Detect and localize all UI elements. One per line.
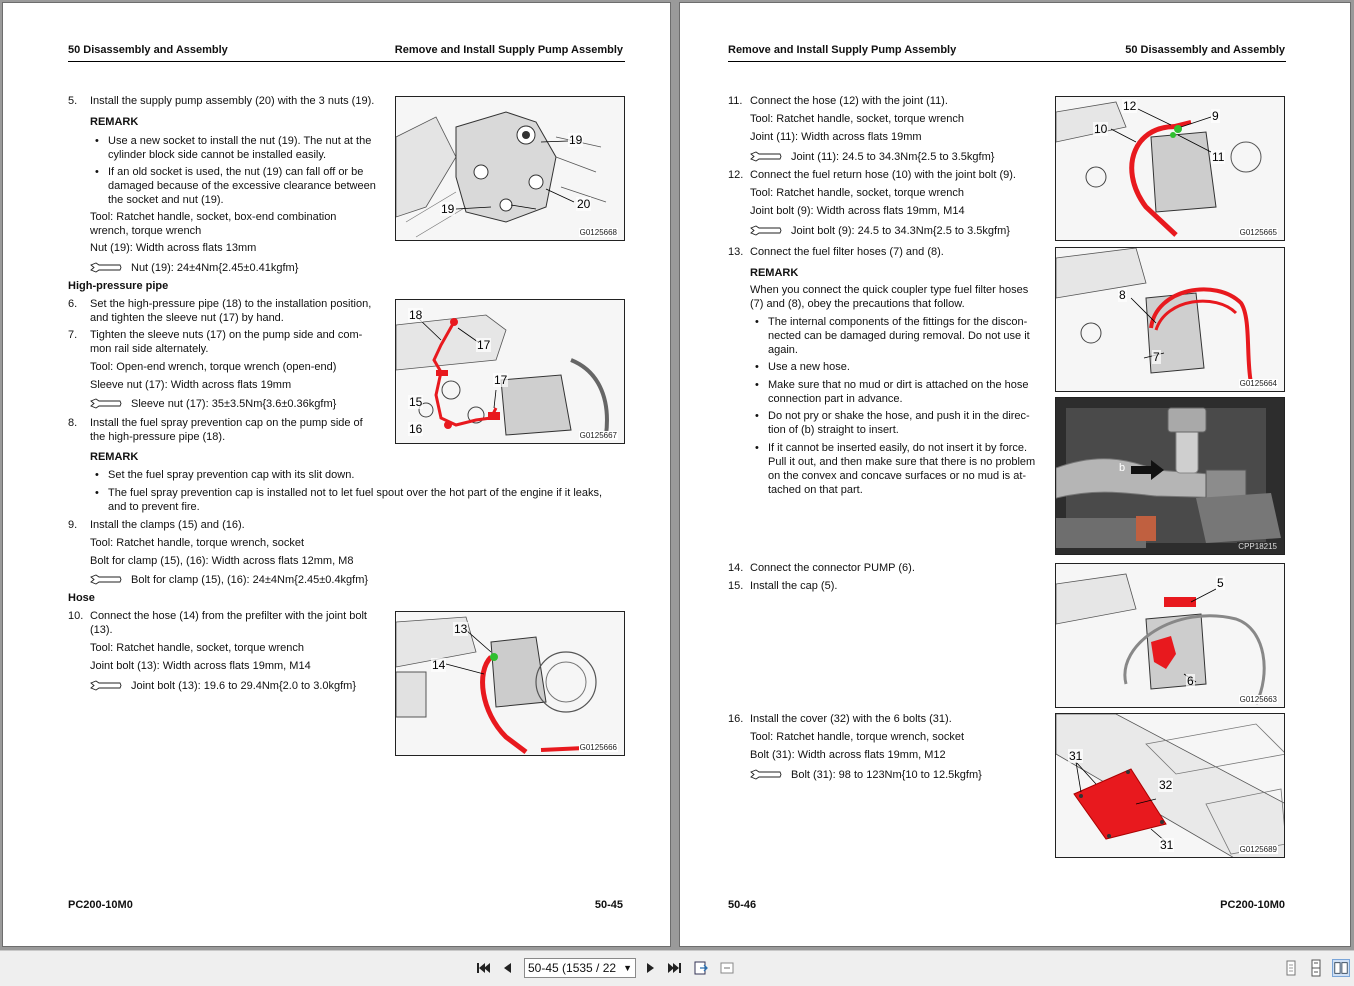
subsection-title: High-pressure pipe: [68, 280, 169, 292]
callout-label: 19: [441, 202, 455, 216]
spec-text: Joint bolt (9): Width across flats 19mm, M14: [750, 205, 965, 217]
high-pressure-pipe-drawing: [396, 300, 625, 444]
step-number: 8.: [68, 417, 78, 429]
step-text: Install the supply pump assembly (20) with the 3 nuts (19).: [90, 95, 375, 107]
step-text: Connect the fuel return hose (10) with the joint bolt (9).: [750, 169, 1016, 181]
step-text: Tighten the sleeve nuts (17) on the pump side and com-: [90, 329, 363, 341]
remark-text: The internal components of the fittings for the discon-: [768, 316, 1028, 328]
left-page: [2, 2, 671, 947]
dropdown-caret-icon: ▼: [623, 963, 632, 973]
figure-id: G0125667: [579, 431, 617, 440]
step-text: mon rail side alternately.: [90, 343, 209, 355]
figure-id: G0125663: [1239, 695, 1277, 704]
figure-id: G0125665: [1239, 228, 1277, 237]
step-number: 14.: [728, 562, 744, 574]
figure-id: G0125689: [1239, 845, 1277, 854]
footer-model: PC200-10M0: [1220, 899, 1285, 911]
remark-text: When you connect the quick coupler type fuel filter hoses: [750, 284, 1029, 296]
figure-high-pressure-pipe: [395, 299, 625, 444]
fit-width-icon[interactable]: [718, 959, 736, 977]
page-number-input[interactable]: [524, 958, 636, 978]
tool-text: Tool: Ratchet handle, torque wrench, socket: [750, 731, 965, 743]
bullet: •: [755, 361, 759, 373]
callout-label: 17: [494, 373, 508, 387]
bullet: •: [95, 166, 99, 178]
torque-wrench-icon: [750, 769, 782, 780]
spec-text: Joint (11): Width across flats 19mm: [750, 131, 922, 143]
bullet: •: [95, 135, 99, 147]
bullet: •: [755, 442, 759, 454]
step-text: Install the cover (32) with the 6 bolts (31).: [750, 713, 952, 725]
tool-text: wrench, torque wrench: [90, 225, 202, 237]
fit-page-icon[interactable]: [692, 959, 710, 977]
torque-spec: Joint (11): 24.5 to 34.3Nm{2.5 to 3.5kgfm}: [791, 151, 995, 163]
step-number: 6.: [68, 298, 78, 310]
callout-label: 31: [1069, 749, 1083, 763]
remark-label: REMARK: [750, 267, 799, 279]
spec-text: Bolt (31): Width across flats 19mm, M12: [750, 749, 946, 761]
viewer-toolbar: [0, 950, 1354, 986]
fuel-return-hose-drawing: [1056, 97, 1285, 241]
step-number: 15.: [728, 580, 744, 592]
callout-label: 8: [1119, 288, 1126, 302]
figure-id: G0125666: [579, 743, 617, 752]
callout-label: 32: [1159, 778, 1173, 792]
spec-text: Sleeve nut (17): Width across flats 19mm: [90, 379, 292, 391]
prefilter-hose-drawing: [396, 612, 625, 756]
callout-label: 17: [477, 338, 491, 352]
two-page-view-icon[interactable]: [1332, 959, 1350, 977]
tool-text: Tool: Ratchet handle, torque wrench, socket: [90, 537, 305, 549]
header-rule: [728, 61, 1286, 62]
remark-text: tached on that part.: [768, 484, 863, 496]
quick-coupler-photo: [1056, 398, 1285, 555]
spec-text: Joint bolt (13): Width across flats 19mm, M14: [90, 660, 311, 672]
remark-text: on the convex and concave surfaces or no mud is at-: [768, 470, 1027, 482]
tool-text: Tool: Ratchet handle, socket, box-end combination: [90, 211, 337, 223]
footer-page-number: 50-46: [728, 899, 757, 911]
tool-text: Tool: Ratchet handle, socket, torque wrench: [750, 113, 965, 125]
page-header-chapter: 50 Disassembly and Assembly: [68, 44, 228, 56]
step-number: 9.: [68, 519, 78, 531]
torque-wrench-icon: [90, 398, 122, 409]
callout-label: 13: [454, 622, 468, 636]
page-number-value: 50-45 (1535 / 22: [528, 961, 617, 975]
callout-label: 6: [1187, 674, 1194, 688]
remark-label: REMARK: [90, 116, 139, 128]
step-text: (13).: [90, 624, 113, 636]
tool-text: Tool: Ratchet handle, socket, torque wrench: [750, 187, 965, 199]
step-number: 10.: [68, 610, 84, 622]
page-header-section: Remove and Install Supply Pump Assembly: [728, 44, 957, 56]
torque-spec: Joint bolt (9): 24.5 to 34.3Nm{2.5 to 3.5kgfm}: [791, 225, 1010, 237]
callout-label: 14: [432, 658, 446, 672]
first-page-icon[interactable]: [474, 959, 492, 977]
remark-text: If an old socket is used, the nut (19) can fall off or be: [108, 166, 364, 178]
callout-label: 7: [1153, 350, 1160, 364]
bullet: •: [755, 316, 759, 328]
remark-text: Use a new socket to install the nut (19). The nut at the: [108, 135, 372, 147]
figure-cover: [1055, 713, 1285, 858]
page-header-section: Remove and Install Supply Pump Assembly: [394, 44, 623, 56]
step-number: 5.: [68, 95, 78, 107]
step-text: Connect the hose (14) from the prefilter with the joint bolt: [90, 610, 367, 622]
remark-text: tion of (b) straight to insert.: [768, 424, 899, 436]
torque-wrench-icon: [90, 574, 122, 585]
step-text: Install the clamps (15) and (16).: [90, 519, 245, 531]
torque-wrench-icon: [90, 680, 122, 691]
last-page-icon[interactable]: [666, 959, 684, 977]
remark-text: The fuel spray prevention cap is installed not to let fuel spout over the hot part of the engine if it leaks,: [108, 487, 603, 499]
remark-text: the socket and nut (19).: [108, 194, 224, 206]
step-number: 13.: [728, 246, 744, 258]
torque-wrench-icon: [90, 262, 122, 273]
figure-id: G0125664: [1239, 379, 1277, 388]
step-number: 11.: [728, 95, 743, 107]
figure-fuel-filter-hoses: [1055, 247, 1285, 392]
right-page: [679, 2, 1351, 947]
remark-text: nected can be damaged during removal. Do not use it: [768, 330, 1030, 342]
remark-text: If it cannot be inserted easily, do not insert it by force.: [768, 442, 1028, 454]
continuous-view-icon[interactable]: [1307, 959, 1325, 977]
tool-text: Tool: Open-end wrench, torque wrench (open-end): [90, 361, 337, 373]
remark-text: Pull it out, and then make sure that there is no problem: [768, 456, 1036, 468]
spec-text: Nut (19): Width across flats 13mm: [90, 242, 257, 254]
callout-label: 11: [1212, 150, 1225, 164]
callout-label: 9: [1212, 109, 1219, 123]
figure-fuel-return-hose: [1055, 96, 1285, 241]
remark-text: (7) and (8), obey the precautions that follow.: [750, 298, 965, 310]
figure-supply-pump: [395, 96, 625, 241]
remark-text: damaged because of the excessive clearance between: [108, 180, 376, 192]
remark-text: and to prevent fire.: [108, 501, 200, 513]
step-text: Install the fuel spray prevention cap on the pump side of: [90, 417, 363, 429]
torque-spec: Sleeve nut (17): 35±3.5Nm{3.6±0.36kgfm}: [131, 398, 337, 410]
step-number: 16.: [728, 713, 744, 725]
bullet: •: [755, 410, 759, 422]
torque-spec: Bolt for clamp (15), (16): 24±4Nm{2.45±0.4kgfm}: [131, 574, 369, 586]
tool-text: Tool: Ratchet handle, socket, torque wrench: [90, 642, 305, 654]
step-text: the high-pressure pipe (18).: [90, 431, 226, 443]
torque-spec: Joint bolt (13): 19.6 to 29.4Nm{2.0 to 3.0kgfm}: [131, 680, 357, 692]
step-text: Connect the fuel filter hoses (7) and (8).: [750, 246, 944, 258]
remark-text: again.: [768, 344, 798, 356]
page-header-chapter: 50 Disassembly and Assembly: [1125, 44, 1285, 56]
footer-model: PC200-10M0: [68, 899, 133, 911]
step-text: and tighten the sleeve nut (17) by hand.: [90, 312, 284, 324]
previous-page-icon[interactable]: [498, 959, 516, 977]
step-text: Install the cap (5).: [750, 580, 838, 592]
bullet: •: [95, 469, 99, 481]
callout-label: 18: [409, 308, 423, 322]
torque-wrench-icon: [750, 225, 782, 236]
subsection-title: Hose: [68, 592, 95, 604]
supply-pump-drawing: [396, 97, 625, 241]
remark-text: Make sure that no mud or dirt is attached on the hose: [768, 379, 1029, 391]
step-number: 7.: [68, 329, 78, 341]
step-text: Connect the connector PUMP (6).: [750, 562, 915, 574]
callout-label: 31: [1160, 838, 1174, 852]
figure-prefilter-hose: [395, 611, 625, 756]
next-page-icon[interactable]: [642, 959, 660, 977]
connector-cap-drawing: [1056, 564, 1285, 708]
figure-id: CPP18215: [1238, 542, 1277, 551]
bullet: •: [95, 487, 99, 499]
callout-label: 19: [569, 133, 583, 147]
remark-text: Set the fuel spray prevention cap with its slit down.: [108, 469, 355, 481]
torque-wrench-icon: [750, 151, 782, 162]
torque-spec: Nut (19): 24±4Nm{2.45±0.41kgfm}: [131, 262, 299, 274]
step-number: 12.: [728, 169, 744, 181]
step-text: Connect the hose (12) with the joint (11).: [750, 95, 948, 107]
footer-page-number: 50-45: [594, 899, 623, 911]
header-rule: [68, 61, 625, 62]
callout-label: b: [1119, 462, 1126, 474]
callout-label: 16: [409, 422, 423, 436]
remark-text: Do not pry or shake the hose, and push it in the direc-: [768, 410, 1030, 422]
bullet: •: [755, 379, 759, 391]
figure-quick-coupler-photo: [1055, 397, 1285, 555]
callout-label: 10: [1094, 122, 1108, 136]
torque-spec: Bolt (31): 98 to 123Nm{10 to 12.5kgfm}: [791, 769, 982, 781]
callout-label: 20: [577, 197, 591, 211]
remark-text: connection part in advance.: [768, 393, 903, 405]
single-page-view-icon[interactable]: [1282, 959, 1300, 977]
remark-text: cylinder block side cannot be installed easily.: [108, 149, 327, 161]
remark-label: REMARK: [90, 451, 139, 463]
figure-connector-cap: [1055, 563, 1285, 708]
figure-id: G0125668: [579, 228, 617, 237]
spec-text: Bolt for clamp (15), (16): Width across flats 12mm, M8: [90, 555, 354, 567]
callout-label: 12: [1123, 99, 1137, 113]
remark-text: Use a new hose.: [768, 361, 850, 373]
callout-label: 15: [409, 395, 423, 409]
fuel-filter-hoses-drawing: [1056, 248, 1285, 392]
step-text: Set the high-pressure pipe (18) to the installation position,: [90, 298, 372, 310]
callout-label: 5: [1217, 576, 1224, 590]
